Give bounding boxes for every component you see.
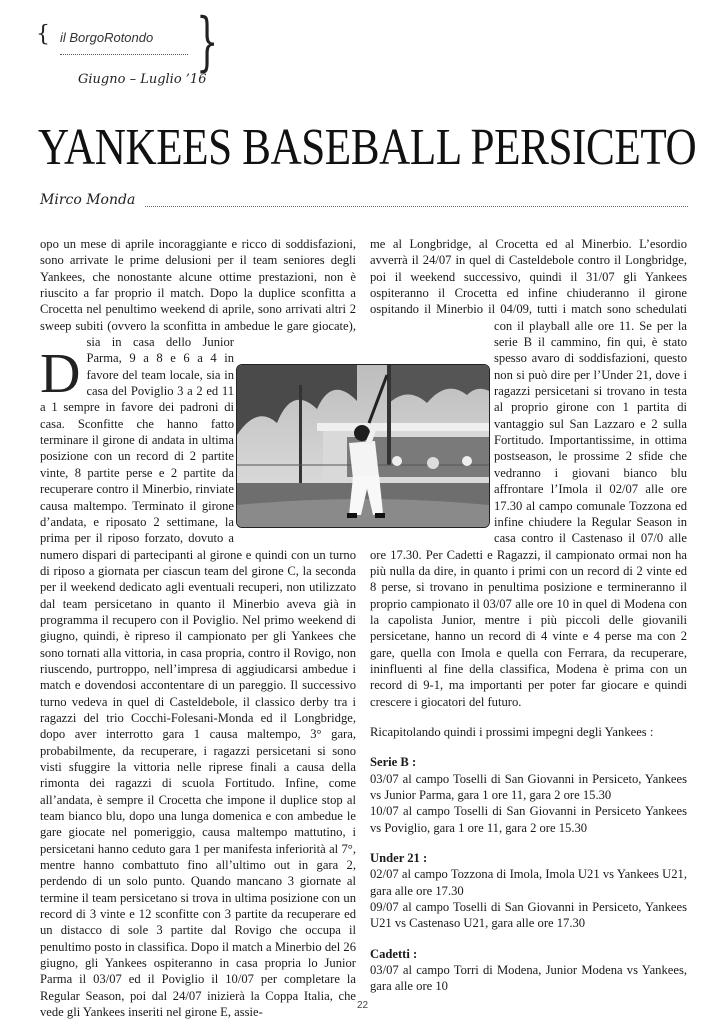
photo-batter-shoe: [347, 513, 357, 518]
photo-fence-post: [299, 385, 302, 495]
schedule-serie-b: [370, 754, 687, 836]
article-author: Mirco Monda: [40, 192, 136, 208]
schedule-heading: Cadetti :: [370, 946, 418, 961]
photo-dugout-roof: [317, 423, 489, 431]
photo-light-pole: [387, 365, 391, 465]
page-number: 22: [356, 1000, 369, 1011]
photo-jersey: [392, 456, 402, 466]
schedule-line: 09/07 al campo Toselli di San Giovanni in Persiceto, Yankees U21 vs Castenaso U21, gara alle ore 17.30: [370, 900, 687, 931]
article-title: YANKEES BASEBALL PERSICETO: [38, 119, 697, 176]
article-body-left: opo un mese di aprile incoraggiante e ricco di soddisfazioni, sono arrivate le prime delusioni per il team seniores degli Yankees, che nonostante alcune ottime prestazioni, non è riuscito a far proprio il match. Dopo la duplice sconfitta a Crocetta nel penultimo weekend di aprile, sono arrivati altri 2 sweep subiti (ovvero la sconfitta in ambedue le gare giocate), sia in casa dello Junior Parma, 9 a 8 e 6 a 4 in favore del team locale, sia in casa del Poviglio 3 a 2 ed 11 a 1 sempre in favore dei padroni di casa. Sconfitte che hanno fatto terminare il girone di andata in ultima posizione con un record di 2 partite vinte, 8 partite perse e 2 partite da recuperare contro il Minerbio, rinviate causa maltempo. Terminato il girone d’andata, e riposato 2 settimane, la prima per il riposo forzato, dovuto a numero dispari di partecipanti al girone e quindi con un turno di riposo a giornata per ciascun team del girone C, la seconda per il weekend dedicato agli eventuali recuperi, non utilizzato dal team persicetano in quanto il Minerbio aveva già in programma il recupero con il Poviglio. Nel primo weekend di giugno, quindi, è ripreso il campionato per gli Yankees che sono tornati alla vittoria, in casa propria, contro il Rovigo, non riuscendo, purtroppo, nell’impresa di aggiudicarsi ambedue i match e dovendosi accontentare di un pareggio. Il successivo turno vedeva in quel di Casteldebole, il classico derby tra i ragazzi del trio Cocchi-Folesani-Monda ed il Longbridge, dopo aver interrotto gara 1 causa maltempo, 3° gara, probabilmente, da recuperare, i ragazzi persicetani si sono visti sfuggire la vittoria nelle riprese finali a causa della rimonta dei ragazzi di scuola Fortitudo. Infine, come all’andata, è sempre il Crocetta che impone il duplice stop al team bianco blu, dopo una lunga domenica e con ambedue le gare giocate nel pomeriggio, causa maltempo mattutino, i persicetani hanno ceduto gara 1 per manifesta inferiorità al 7°, mentre hanno combattuto fino all’ultimo out in gara 2, perdendo di un solo punto. Quando mancano 3 giornate al termine il team persicetano si trova in ultima posizione con un record di 3 vinte e 12 sconfitte con 3 partite da recuperare ed un distacco di sole 3 partite dal Rovigo che occupa il penultimo posto in classifica. Dopo il match a Minerbio del 26 giugno, gli Yankees ospiteranno in casa propria lo Junior Parma il 03/07 ed il Poviglio il 10/07 per completare la Regular Season, poi dal 24/07 inizierà la Coppa Italia, che vede gli Yankees inseriti nel girone E, assie-: [40, 237, 356, 1020]
photo-jersey: [427, 457, 439, 469]
batter-photo: [236, 364, 490, 528]
author-dotted-rule: [145, 206, 688, 207]
recap-intro: Ricapitolando quindi i prossimi impegni degli Yankees :: [370, 724, 654, 739]
schedule-cadetti: [370, 946, 687, 995]
article-left-column: [40, 236, 356, 1021]
schedule-heading: Serie B :: [370, 755, 417, 770]
schedule-under-21: [370, 850, 687, 932]
closing-brace-ornament: }: [196, 5, 219, 79]
photo-jersey: [462, 456, 472, 466]
issue-date: Giugno – Luglio ’16: [78, 72, 207, 87]
schedule-line: 03/07 al campo Toselli di San Giovanni in Persiceto, Yankees vs Junior Parma, gara 1 ore 11, gara 2 ore 15.30: [370, 771, 687, 802]
schedule-line: 02/07 al campo Tozzona di Imola, Imola U21 vs Yankees U21, gara alle ore 17.30: [370, 867, 687, 898]
schedule-line: 03/07 al campo Torri di Modena, Junior Modena vs Yankees, gara alle ore 10: [370, 963, 687, 994]
opening-brace-ornament: {: [36, 22, 50, 47]
article-right-column: [370, 236, 687, 995]
article-body-right: me al Longbridge, al Crocetta ed al Minerbio. L’esordio avverrà il 24/07 in quel di Casteldebole contro il Longbridge, poi il weekend successivo, quindi il 31/07 gli Yankees ospiteranno il Crocetta ed infine chiuderanno il girone ospitando il Minerbio il 04/09, tutti i match sono schedulati con il playball alle ore 11. Se per la serie B il cammino, fin qui, è stato spesso avaro di soddisfazioni, questo non si può dire per l’Under 21, dove i ragazzi persicetani si trovano in testa al proprio girone con 1 partita di vantaggio sul San Lazzaro e 2 sulla Fortitudo. Importantissime, in ottima postseason, le prossime 2 sfide che vedranno i giovani bianco blu affrontare l’Imola il 02/07 alle ore 17.30 al campo comunale Tozzona ed infine chiudere la Regular Season in casa contro il Castenaso il 07/0 alle ore 17.30. Per Cadetti e Ragazzi, il campionato ormai non ha più nulla da dire, in quanto i primi con un record di 2 vinte ed 8 perse, si trovano in penultima posizione e termineranno il proprio campionato il 03/07 alle ore 10 in quel di Modena con la capolista Junior, mentre i più piccoli delle giovanili persicetane, hanno un record di 4 vinte e 4 perse ma con 2 gare, quella con Imola e quella con Ferrara, da recuperare, ininfluenti al fine della classifica, Modena è prima con un record di 9-1, ma importanti per poter far giocare e quindi crescere i giocatori del futuro.: [370, 237, 687, 709]
drop-cap: D: [40, 343, 81, 405]
magazine-name: il BorgoRotondo: [60, 30, 154, 45]
photo-batter-jersey: [349, 441, 379, 479]
header-dotted-rule: [60, 54, 188, 55]
photo-batter-shoe: [375, 513, 385, 518]
schedule-line: 10/07 al campo Toselli di San Giovanni in Persiceto Yankees vs Poviglio, gara 1 ore 11, gara 2 ore 15.30: [370, 804, 687, 835]
schedule-heading: Under 21 :: [370, 851, 428, 866]
